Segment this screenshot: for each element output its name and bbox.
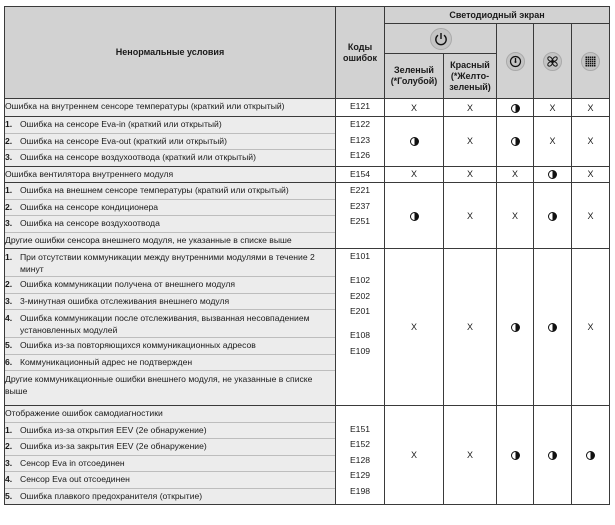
condition-cell bbox=[5, 166, 336, 183]
led-state-cell bbox=[497, 249, 534, 406]
item-number: 1. bbox=[5, 424, 13, 435]
item-number: 6. bbox=[5, 356, 13, 367]
off-mark: X bbox=[549, 102, 556, 113]
condition-line bbox=[5, 438, 335, 455]
led-state-cell bbox=[572, 99, 610, 117]
condition-text: Ошибка на сенсоре воздухоотвода (краткий или открытый) bbox=[20, 152, 256, 162]
error-code: E121 bbox=[349, 101, 371, 111]
error-code bbox=[336, 406, 384, 422]
error-code-cell bbox=[336, 183, 385, 249]
table-row bbox=[5, 183, 610, 249]
fan-icon bbox=[543, 52, 562, 71]
condition-header: Ненормальные условия bbox=[5, 7, 336, 99]
led-state-cell bbox=[534, 249, 572, 406]
led-state-cell bbox=[497, 406, 534, 505]
error-code bbox=[336, 261, 384, 273]
condition-line bbox=[5, 276, 335, 293]
red-label: Красный (*Желто-зеленый) bbox=[449, 59, 491, 92]
table-row bbox=[5, 117, 610, 167]
item-number: 5. bbox=[5, 340, 13, 350]
green-header bbox=[385, 54, 444, 99]
condition-line bbox=[5, 149, 335, 166]
half-lit-icon bbox=[511, 104, 520, 113]
power-icon-header bbox=[385, 24, 497, 54]
condition-line bbox=[5, 167, 335, 183]
led-state-cell bbox=[385, 249, 444, 406]
condition-text: Ошибка коммуникации получена от внешнего модуля bbox=[20, 279, 235, 289]
condition-line bbox=[5, 293, 335, 310]
led-state-cell bbox=[497, 183, 534, 249]
led-state-cell bbox=[444, 99, 497, 117]
condition-cell bbox=[5, 249, 336, 406]
condition-text: Другие коммуникационные ошибки внешнего модуля, не указанные в списке выше bbox=[5, 374, 313, 396]
timer-icon bbox=[506, 52, 525, 71]
item-number: 3. bbox=[5, 218, 13, 228]
item-number: 2. bbox=[5, 201, 13, 212]
led-state-cell bbox=[385, 117, 444, 167]
condition-line bbox=[5, 133, 335, 150]
led-state-cell bbox=[385, 406, 444, 505]
item-number: 3. bbox=[5, 457, 13, 468]
error-code-cell bbox=[336, 166, 385, 183]
condition-text: Ошибка на сенсоре Eva-out (краткий или открытый) bbox=[20, 135, 227, 146]
condition-line bbox=[5, 232, 335, 249]
table-row bbox=[5, 166, 610, 183]
condition-text: Ошибка плавкого предохранителя (открытие) bbox=[20, 490, 203, 501]
off-mark: X bbox=[410, 169, 417, 180]
condition-text: Ошибка на внутреннем сенсоре температуры (краткий или открытый) bbox=[5, 101, 285, 111]
half-lit-icon bbox=[548, 212, 557, 221]
condition-line bbox=[5, 488, 335, 505]
led-state-cell bbox=[534, 99, 572, 117]
half-lit-icon bbox=[511, 323, 520, 332]
condition-line bbox=[5, 354, 335, 371]
condition-cell bbox=[5, 183, 336, 249]
led-state-cell bbox=[385, 99, 444, 117]
green-label: Зеленый (*Голубой) bbox=[390, 65, 438, 86]
led-state-cell bbox=[572, 406, 610, 505]
off-mark: X bbox=[587, 136, 594, 147]
error-code: E109 bbox=[349, 345, 371, 356]
led-state-cell bbox=[497, 117, 534, 167]
error-code: E129 bbox=[349, 470, 371, 480]
off-mark: X bbox=[466, 136, 473, 147]
condition-text: Ошибка на сенсоре Eva-in (краткий или открытый) bbox=[20, 119, 222, 129]
error-code: E101 bbox=[349, 251, 371, 261]
off-mark: X bbox=[466, 450, 473, 460]
led-state-cell bbox=[444, 183, 497, 249]
condition-line bbox=[5, 309, 335, 337]
item-number: 5. bbox=[5, 490, 13, 501]
condition-text: Ошибка коммуникации после отслеживания, вызванная несовпадением установленных модулей bbox=[20, 313, 310, 335]
off-mark: X bbox=[410, 322, 417, 332]
table-row bbox=[5, 406, 610, 505]
condition-text: 3-минутная ошибка отслеживания внешнего модуля bbox=[20, 295, 230, 306]
off-mark: X bbox=[466, 210, 473, 221]
off-mark: X bbox=[587, 210, 594, 221]
off-mark: X bbox=[466, 169, 473, 180]
item-number: 4. bbox=[5, 313, 13, 323]
condition-text: Сенсор Eva in отсоединен bbox=[20, 457, 125, 468]
off-mark: X bbox=[511, 210, 518, 221]
error-code-cell bbox=[336, 406, 385, 505]
error-code-cell bbox=[336, 99, 385, 117]
error-code: E151 bbox=[349, 423, 371, 434]
off-mark: X bbox=[466, 102, 473, 113]
led-state-cell bbox=[444, 249, 497, 406]
error-code: E102 bbox=[349, 275, 371, 285]
item-number: 4. bbox=[5, 474, 13, 484]
error-code: E128 bbox=[349, 454, 371, 465]
item-number: 1. bbox=[5, 252, 13, 262]
led-state-cell bbox=[385, 183, 444, 249]
condition-line bbox=[5, 337, 335, 354]
item-number: 2. bbox=[5, 279, 13, 289]
error-code: E221 bbox=[349, 185, 371, 195]
error-code-cell bbox=[336, 117, 385, 167]
error-code: E108 bbox=[349, 330, 371, 340]
error-code: E122 bbox=[349, 119, 371, 129]
led-state-cell bbox=[497, 166, 534, 183]
item-number: 1. bbox=[5, 185, 13, 195]
off-mark: X bbox=[466, 322, 473, 332]
led-state-cell bbox=[385, 166, 444, 183]
error-code bbox=[336, 316, 384, 328]
error-codes-table bbox=[4, 6, 610, 505]
error-code: E123 bbox=[349, 134, 371, 145]
off-mark: X bbox=[511, 169, 518, 180]
condition-text: Ошибка из-за открытия EEV (2е обнаружение) bbox=[20, 424, 207, 435]
condition-cell bbox=[5, 117, 336, 167]
condition-text: Ошибка на сенсоре воздухоотвода bbox=[20, 218, 160, 228]
condition-text: Сенсор Eva out отсоединен bbox=[20, 474, 130, 484]
off-mark: X bbox=[410, 102, 417, 113]
half-lit-icon bbox=[511, 451, 520, 460]
condition-line bbox=[5, 406, 335, 422]
item-number: 3. bbox=[5, 152, 13, 162]
led-state-cell bbox=[534, 406, 572, 505]
error-code: E152 bbox=[349, 439, 371, 449]
half-lit-icon bbox=[548, 170, 557, 179]
half-lit-icon bbox=[511, 137, 520, 146]
condition-line bbox=[5, 99, 335, 115]
led-state-cell bbox=[497, 99, 534, 117]
half-lit-icon bbox=[548, 323, 557, 332]
table-row bbox=[5, 249, 610, 406]
codes-header-text: Коды ошибок bbox=[342, 41, 378, 63]
led-state-cell bbox=[444, 117, 497, 167]
off-mark: X bbox=[587, 169, 594, 180]
error-code: E154 bbox=[349, 168, 371, 179]
condition-text: Ошибка из-за закрытия EEV (2е обнаружение) bbox=[20, 441, 207, 451]
condition-text: Коммуникационный адрес не подтвержден bbox=[20, 356, 193, 367]
red-header bbox=[444, 54, 497, 99]
condition-text: Другие ошибки сенсора внешнего модуля, не указанные в списке выше bbox=[5, 234, 292, 245]
led-display-header: Светодиодный экран bbox=[385, 7, 610, 24]
led-state-cell bbox=[572, 166, 610, 183]
condition-text: Ошибка на внешнем сенсоре температуры (краткий или открытый) bbox=[20, 185, 289, 195]
condition-line bbox=[5, 422, 335, 439]
half-lit-icon bbox=[410, 212, 419, 221]
condition-line bbox=[5, 199, 335, 216]
error-code: E201 bbox=[349, 306, 371, 316]
half-lit-icon bbox=[548, 451, 557, 460]
filter-icon-header bbox=[572, 24, 610, 99]
off-mark: X bbox=[587, 102, 594, 113]
led-state-cell bbox=[534, 166, 572, 183]
off-mark: X bbox=[410, 450, 417, 460]
item-number: 3. bbox=[5, 295, 13, 306]
item-number: 1. bbox=[5, 119, 13, 129]
filter-icon bbox=[581, 52, 600, 71]
led-state-cell bbox=[444, 166, 497, 183]
condition-text: Ошибка вентилятора внутреннего модуля bbox=[5, 168, 174, 179]
condition-cell bbox=[5, 99, 336, 117]
error-code-cell bbox=[336, 249, 385, 406]
error-code: E126 bbox=[349, 150, 371, 160]
power-icon bbox=[430, 28, 452, 50]
led-state-cell bbox=[534, 117, 572, 167]
table-row bbox=[5, 99, 610, 117]
condition-cell bbox=[5, 406, 336, 505]
condition-line bbox=[5, 471, 335, 488]
led-state-cell bbox=[572, 117, 610, 167]
condition-text: Отображение ошибок самодиагностики bbox=[5, 408, 163, 418]
condition-line bbox=[5, 249, 335, 276]
off-mark: X bbox=[587, 322, 594, 332]
condition-line bbox=[5, 183, 335, 199]
codes-header bbox=[336, 7, 385, 99]
fan-icon-header bbox=[534, 24, 572, 99]
condition-text: При отсутствии коммуникации между внутренними модулями в течение 2 минут bbox=[20, 252, 315, 274]
error-code: E202 bbox=[349, 290, 371, 301]
condition-line bbox=[5, 215, 335, 232]
item-number: 2. bbox=[5, 135, 13, 146]
half-lit-icon bbox=[410, 137, 419, 146]
error-code: E251 bbox=[349, 216, 371, 226]
off-mark: X bbox=[549, 136, 556, 147]
led-state-cell bbox=[534, 183, 572, 249]
timer-icon-header bbox=[497, 24, 534, 99]
condition-text: Ошибка из-за повторяющихся коммуникационных адресов bbox=[20, 340, 256, 350]
item-number: 2. bbox=[5, 441, 13, 451]
condition-text: Ошибка на сенсоре кондиционера bbox=[20, 201, 159, 212]
led-state-cell bbox=[444, 406, 497, 505]
error-code: E237 bbox=[349, 200, 371, 211]
condition-line bbox=[5, 455, 335, 472]
error-code: E198 bbox=[349, 485, 371, 496]
led-state-cell bbox=[572, 249, 610, 406]
half-lit-icon bbox=[586, 451, 595, 460]
condition-line bbox=[5, 370, 335, 398]
led-state-cell bbox=[572, 183, 610, 249]
condition-line bbox=[5, 117, 335, 133]
